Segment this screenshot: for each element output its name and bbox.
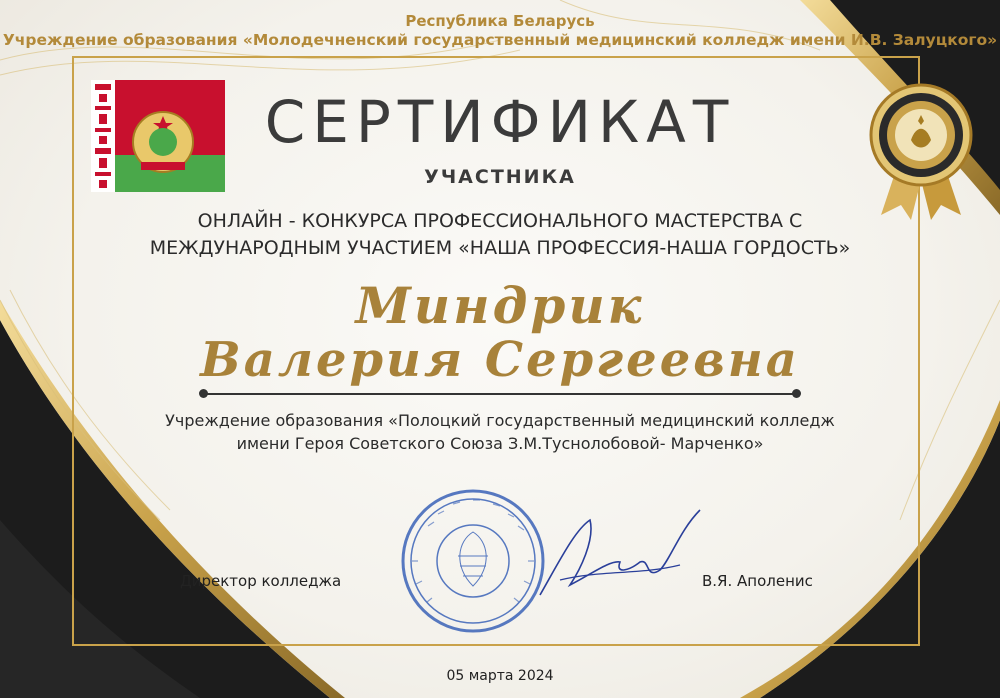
recipient-surname: Миндрик (355, 276, 645, 335)
divider-dot-left (199, 389, 208, 398)
school-line-1: Учреждение образования «Полоцкий государственный медицинский колледж (165, 411, 835, 430)
certificate-title: СЕРТИФИКАТ (264, 88, 736, 156)
signer-name: В.Я. Аполенис (702, 572, 813, 590)
school-line-2: имени Героя Советского Союза З.М.Туснолобовой- Марченко» (236, 434, 764, 453)
contest-line-1: ОНЛАЙН - КОНКУРСА ПРОФЕССИОНАЛЬНОГО МАСТЕРСТВА С (197, 210, 803, 232)
contest-name (100, 208, 900, 262)
divider-dot-right (792, 389, 801, 398)
certificate-subtitle: УЧАСТНИКА (424, 166, 576, 188)
director-signature (520, 500, 720, 610)
issuing-institution: Учреждение образования «Молодечненский государственный медицинский колледж имени И.В. Залуцкого» (2, 31, 998, 49)
recipient-given-names: Валерия Сергеевна (200, 332, 800, 388)
republic-heading: Республика Беларусь (405, 12, 595, 30)
issue-date: 05 марта 2024 (446, 668, 554, 684)
director-label: Директор колледжа (180, 572, 342, 590)
contest-line-2: МЕЖДУНАРОДНЫМ УЧАСТИЕМ «НАША ПРОФЕССИЯ-НАША ГОРДОСТЬ» (149, 237, 851, 259)
recipient-school (100, 409, 900, 455)
name-divider (203, 393, 797, 395)
